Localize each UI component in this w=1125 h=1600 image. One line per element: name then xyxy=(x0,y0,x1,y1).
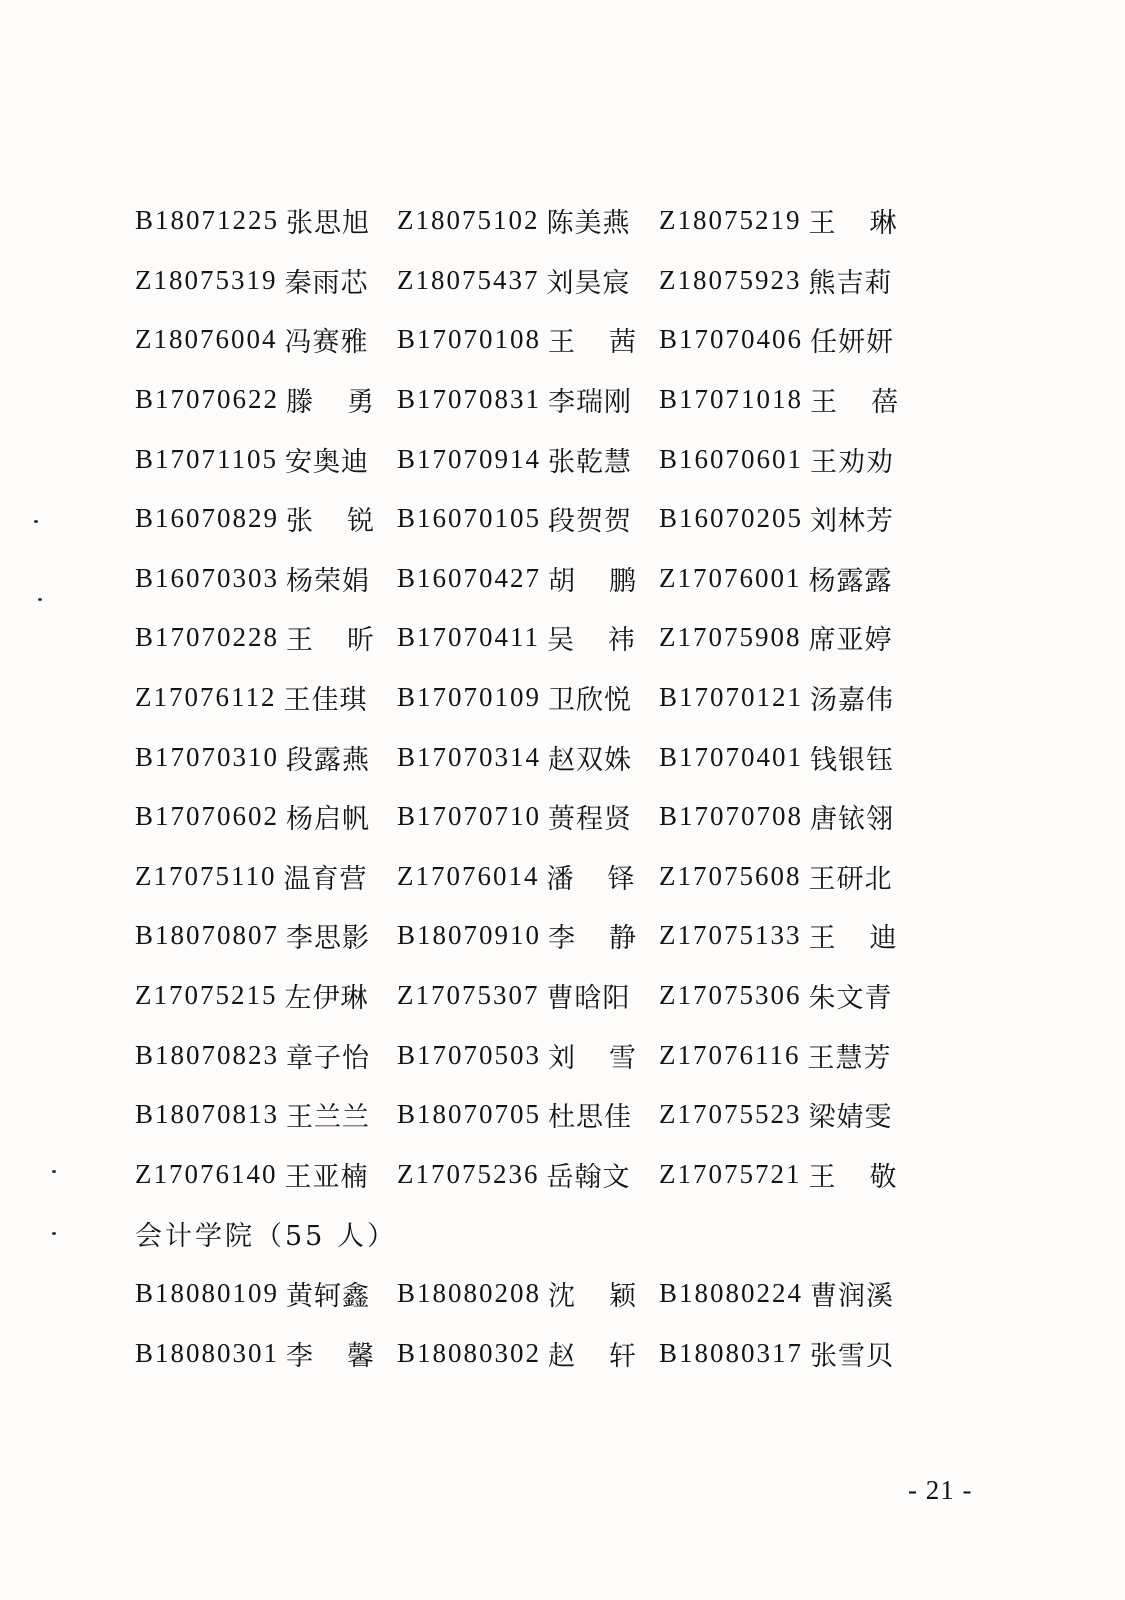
student-name: 刘昊宸 xyxy=(546,267,631,299)
student-entry xyxy=(397,380,659,419)
student-entry xyxy=(135,857,397,896)
student-id: B16070105 xyxy=(397,503,542,534)
student-name: 王亚楠 xyxy=(284,1161,369,1193)
student-entry xyxy=(135,916,397,955)
student-id: B18080224 xyxy=(659,1277,804,1308)
student-name: 王 蓓 xyxy=(810,387,899,419)
student-name: 黄轲鑫 xyxy=(286,1280,371,1312)
student-id: B17070121 xyxy=(659,682,804,713)
student-id: B17070411 xyxy=(397,622,541,653)
student-id: B16070427 xyxy=(397,562,542,593)
student-name: 席亚婷 xyxy=(808,625,893,657)
student-name: 王慧芳 xyxy=(807,1042,892,1074)
student-entry xyxy=(135,618,397,657)
student-id: B16070303 xyxy=(135,562,280,593)
student-id: B17071105 xyxy=(135,443,279,474)
student-entry xyxy=(135,380,397,419)
student-name: 任妍妍 xyxy=(810,327,895,359)
student-list xyxy=(135,191,915,1383)
student-name: 汤嘉伟 xyxy=(810,685,895,717)
student-entry xyxy=(659,1036,899,1075)
scan-speck xyxy=(38,598,42,601)
student-id: Z17075608 xyxy=(659,860,802,891)
student-id: Z18075923 xyxy=(659,264,802,295)
student-entry xyxy=(135,797,397,836)
student-name: 李思影 xyxy=(286,923,371,955)
student-name: 刘 雪 xyxy=(548,1042,637,1074)
student-name: 卫欣悦 xyxy=(548,685,633,717)
student-id: B18080317 xyxy=(659,1337,804,1368)
student-entry xyxy=(659,499,899,538)
student-entry xyxy=(135,1334,397,1373)
student-entry xyxy=(397,1274,659,1313)
student-id: B17070831 xyxy=(397,384,542,415)
student-row xyxy=(135,966,915,1026)
student-name: 刘林芳 xyxy=(810,506,895,538)
student-name: 朱文青 xyxy=(808,983,893,1015)
student-entry xyxy=(397,916,659,955)
student-name: 温育营 xyxy=(283,863,368,895)
student-name: 潘 铎 xyxy=(546,863,635,895)
student-name: 杜思佳 xyxy=(548,1102,633,1134)
student-entry xyxy=(397,201,659,240)
student-id: B18070813 xyxy=(135,1099,280,1130)
student-entry xyxy=(659,320,899,359)
student-row xyxy=(135,1264,915,1324)
student-row xyxy=(135,310,915,370)
student-entry xyxy=(397,1155,659,1194)
student-id: B18080302 xyxy=(397,1337,542,1368)
student-name: 冯赛雅 xyxy=(284,327,369,359)
student-name: 张雪贝 xyxy=(810,1340,895,1372)
student-name: 王劝劝 xyxy=(810,446,895,478)
student-name: 蒉程贤 xyxy=(548,804,633,836)
student-entry xyxy=(659,618,899,657)
student-row xyxy=(135,429,915,489)
student-entry xyxy=(397,440,659,479)
student-name: 王 琳 xyxy=(808,208,897,240)
student-row xyxy=(135,1323,915,1383)
student-id: B17070914 xyxy=(397,443,542,474)
student-id: Z17075306 xyxy=(659,980,802,1011)
student-id: Z17075236 xyxy=(397,1158,540,1189)
student-id: Z18075319 xyxy=(135,264,278,295)
student-id: B17070109 xyxy=(397,682,542,713)
student-entry xyxy=(135,678,397,717)
student-name: 安奥迪 xyxy=(285,446,370,478)
student-entry xyxy=(659,261,899,300)
student-entry xyxy=(135,976,397,1015)
student-name: 杨荣娟 xyxy=(286,565,371,597)
student-name: 赵双姝 xyxy=(548,744,633,776)
student-row xyxy=(135,370,915,430)
student-name: 曹晗阳 xyxy=(546,983,631,1015)
student-entry xyxy=(659,738,899,777)
student-name: 左伊琳 xyxy=(284,983,369,1015)
student-row xyxy=(135,1085,915,1145)
student-name: 岳翰文 xyxy=(546,1161,631,1193)
student-entry xyxy=(659,797,899,836)
student-id: Z17075721 xyxy=(659,1158,802,1189)
student-entry xyxy=(659,1274,899,1313)
student-id: B17070108 xyxy=(397,324,542,355)
student-id: B18080109 xyxy=(135,1277,280,1308)
student-id: B17070401 xyxy=(659,741,804,772)
student-entry xyxy=(135,559,397,598)
student-id: B18070807 xyxy=(135,920,280,951)
student-id: B17070406 xyxy=(659,324,804,355)
student-entry xyxy=(659,380,899,419)
student-id: B17070503 xyxy=(397,1039,542,1070)
student-name: 张 锐 xyxy=(286,506,375,538)
student-name: 唐铱翎 xyxy=(810,804,895,836)
student-entry xyxy=(397,559,659,598)
student-id: Z17075110 xyxy=(135,860,277,891)
student-id: Z17075307 xyxy=(397,980,540,1011)
student-name: 李 馨 xyxy=(286,1340,375,1372)
student-entry xyxy=(659,678,899,717)
student-row xyxy=(135,727,915,787)
page-number: - 21 - xyxy=(908,1475,973,1505)
scan-speck xyxy=(52,1232,56,1235)
student-row xyxy=(135,668,915,728)
student-entry xyxy=(135,261,397,300)
student-id: B18070910 xyxy=(397,920,542,951)
student-id: B17070310 xyxy=(135,741,280,772)
student-name: 章子怡 xyxy=(286,1042,371,1074)
student-id: B17070710 xyxy=(397,801,542,832)
student-name: 陈美燕 xyxy=(546,208,631,240)
scan-speck xyxy=(34,520,38,523)
student-entry xyxy=(135,201,397,240)
student-name: 王 茜 xyxy=(548,327,637,359)
student-id: B17070314 xyxy=(397,741,542,772)
student-name: 吴 祎 xyxy=(547,625,636,657)
student-entry xyxy=(397,678,659,717)
student-name: 杨启帆 xyxy=(286,804,371,836)
student-row xyxy=(135,1025,915,1085)
student-entry xyxy=(135,320,397,359)
scan-speck xyxy=(52,1170,56,1173)
student-id: B16070829 xyxy=(135,503,280,534)
student-row xyxy=(135,608,915,668)
student-id: B18070823 xyxy=(135,1039,280,1070)
student-name: 王研北 xyxy=(808,863,893,895)
student-entry xyxy=(135,1036,397,1075)
student-row xyxy=(135,906,915,966)
student-entry xyxy=(397,1095,659,1134)
student-entry xyxy=(397,618,659,657)
student-row xyxy=(135,251,915,311)
student-entry xyxy=(135,499,397,538)
student-entry xyxy=(659,916,899,955)
student-id: B18080301 xyxy=(135,1337,280,1368)
student-name: 李瑞刚 xyxy=(548,387,633,419)
student-entry xyxy=(135,440,397,479)
student-name: 段露燕 xyxy=(286,744,371,776)
student-name: 滕 勇 xyxy=(286,387,375,419)
student-row xyxy=(135,549,915,609)
student-entry xyxy=(135,1155,397,1194)
student-entry xyxy=(659,1155,899,1194)
student-id: Z18075102 xyxy=(397,205,540,236)
student-id: B17070708 xyxy=(659,801,804,832)
student-name: 沈 颖 xyxy=(548,1280,637,1312)
student-id: B16070205 xyxy=(659,503,804,534)
student-id: Z17076014 xyxy=(397,860,540,891)
student-name: 熊吉莉 xyxy=(808,267,893,299)
student-name: 张乾慧 xyxy=(548,446,633,478)
section-heading xyxy=(135,1204,915,1264)
student-name: 张思旭 xyxy=(286,208,371,240)
student-id: Z17075215 xyxy=(135,980,278,1011)
student-entry xyxy=(659,976,899,1015)
student-entry xyxy=(659,857,899,896)
student-id: Z17076116 xyxy=(659,1039,801,1070)
student-entry xyxy=(397,857,659,896)
student-id: B16070601 xyxy=(659,443,804,474)
student-row xyxy=(135,787,915,847)
student-entry xyxy=(135,738,397,777)
student-row xyxy=(135,489,915,549)
student-entry xyxy=(659,201,899,240)
student-id: B17070602 xyxy=(135,801,280,832)
student-entry xyxy=(659,1334,899,1373)
student-id: Z18076004 xyxy=(135,324,278,355)
student-name: 王 敬 xyxy=(808,1161,897,1193)
student-name: 梁婧雯 xyxy=(808,1102,893,1134)
student-id: B17071018 xyxy=(659,384,804,415)
student-entry xyxy=(397,1334,659,1373)
student-id: B17070622 xyxy=(135,384,280,415)
student-id: B17070228 xyxy=(135,622,280,653)
student-row xyxy=(135,847,915,907)
student-name: 赵 轩 xyxy=(548,1340,637,1372)
student-id: B18070705 xyxy=(397,1099,542,1130)
student-row xyxy=(135,1145,915,1205)
student-entry xyxy=(659,440,899,479)
student-entry xyxy=(397,1036,659,1075)
section-title: 会计学院（55 人） xyxy=(135,1221,397,1253)
student-id: Z17076140 xyxy=(135,1158,278,1189)
student-row xyxy=(135,191,915,251)
student-entry xyxy=(397,976,659,1015)
student-name: 钱银钰 xyxy=(810,744,895,776)
student-entry xyxy=(397,797,659,836)
student-id: Z17075908 xyxy=(659,622,802,653)
student-name: 段贺贺 xyxy=(548,506,633,538)
student-name: 秦雨芯 xyxy=(284,267,369,299)
student-name: 杨露露 xyxy=(808,565,893,597)
student-id: Z17075523 xyxy=(659,1099,802,1130)
student-name: 李 静 xyxy=(548,923,637,955)
student-entry xyxy=(397,320,659,359)
student-entry xyxy=(135,1095,397,1134)
student-entry xyxy=(397,738,659,777)
student-name: 胡 鹏 xyxy=(548,565,637,597)
student-name: 王 昕 xyxy=(286,625,375,657)
student-id: Z18075219 xyxy=(659,205,802,236)
student-name: 王佳琪 xyxy=(283,685,368,717)
student-entry xyxy=(659,1095,899,1134)
student-entry xyxy=(397,499,659,538)
student-entry xyxy=(659,559,899,598)
student-name: 王兰兰 xyxy=(286,1102,371,1134)
student-id: Z18075437 xyxy=(397,264,540,295)
student-id: Z17075133 xyxy=(659,920,802,951)
student-entry xyxy=(135,1274,397,1313)
student-name: 王 迪 xyxy=(808,923,897,955)
student-id: Z17076112 xyxy=(135,682,277,713)
student-entry xyxy=(397,261,659,300)
student-id: Z17076001 xyxy=(659,562,802,593)
student-id: B18080208 xyxy=(397,1277,542,1308)
student-name: 曹润溪 xyxy=(810,1280,895,1312)
student-id: B18071225 xyxy=(135,205,280,236)
